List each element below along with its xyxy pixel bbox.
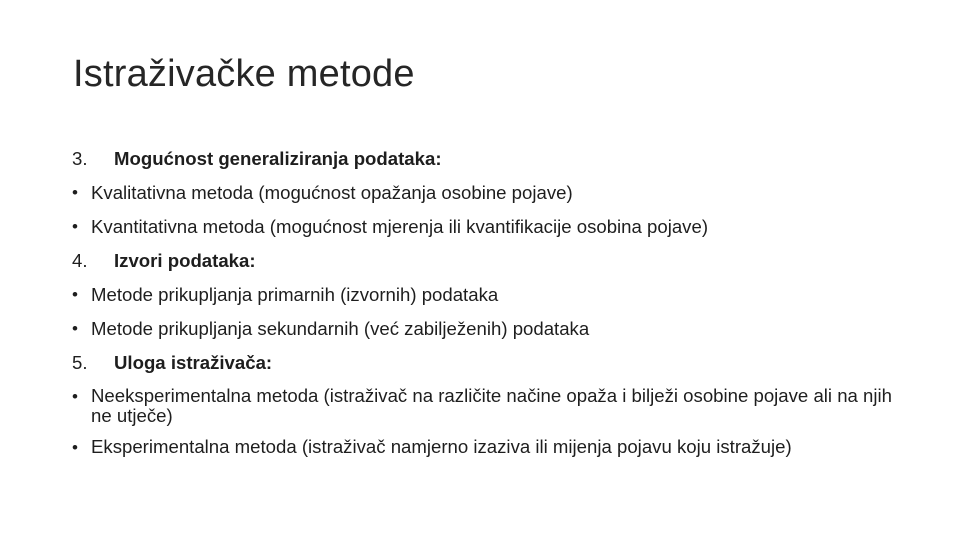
list-item-heading [72,146,892,171]
list-item-text: Izvori podataka: [114,250,256,271]
list-item-text: Kvalitativna metoda (mogućnost opažanja osobine pojave) [91,182,573,203]
list-item-text: Eksperimentalna metoda (istraživač namjerno izaziva ili mijenja pojavu koju istražuje) [91,436,792,457]
list-item [72,384,892,426]
list-item [72,282,892,307]
bullet-icon: • [72,285,78,304]
bullet-icon: • [72,217,78,236]
list-item [72,180,892,205]
list-item [72,435,892,460]
list-item-text: Mogućnost generaliziranja podataka: [114,148,442,169]
list-number: 4. [72,250,88,271]
list-number: 3. [72,148,88,169]
bullet-icon: • [72,183,78,202]
list-item-text: Kvantitativna metoda (mogućnost mjerenja ili kvantifikacije osobina pojave) [91,216,709,237]
list-item-text: Neeksperimentalna metoda (istraživač na različite načine opaža i bilježi osobine pojave ali na njih ne utječe) [91,385,893,426]
bullet-icon: • [72,319,78,338]
slide-content [72,146,892,469]
list-item-heading [72,350,892,375]
list-item-text: Metode prikupljanja primarnih (izvornih) podataka [91,284,499,305]
list-item-heading [72,248,892,273]
list-item-text: Uloga istraživača: [114,352,273,373]
list-item [72,214,892,239]
bullet-icon: • [72,438,78,457]
list-number: 5. [72,352,88,373]
list-item-text: Metode prikupljanja sekundarnih (već zabilježenih) podataka [91,318,590,339]
bullet-icon: • [72,387,78,406]
list-item [72,316,892,341]
slide-title: Istraživačke metode [73,53,415,95]
